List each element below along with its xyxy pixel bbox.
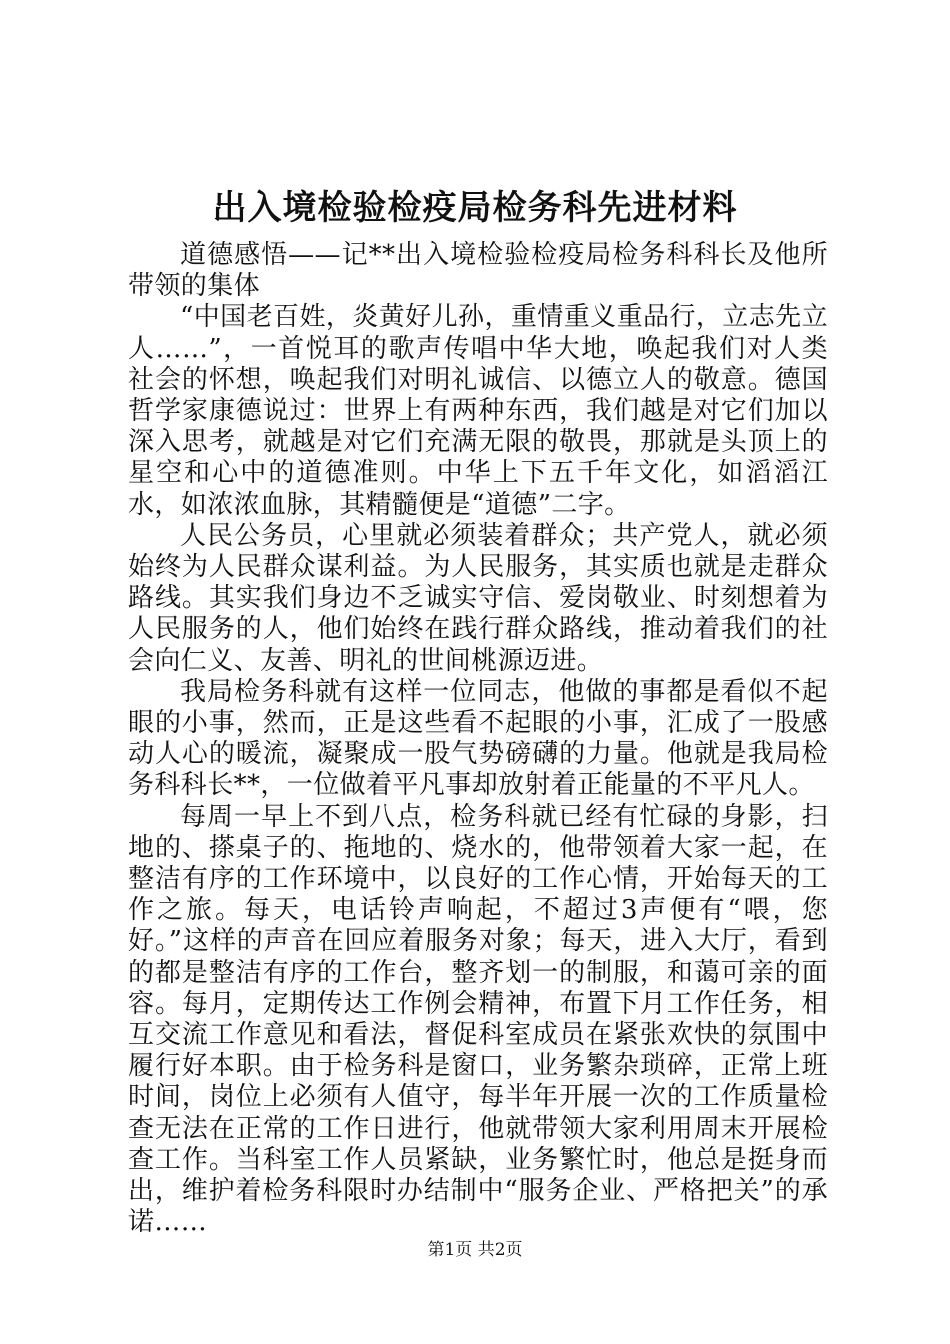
paragraph-subtitle: 道德感悟——记**出入境检验检疫局检务科科长及他所带领的集体	[128, 240, 828, 302]
paragraph: 人民公务员，心里就必须装着群众；共产党人，就必须始终为人民群众谋利益。为人民服务，其实质也就是走群众路线。其实我们身边不乏诚实守信、爱岗敬业、时刻想着为人民服务的人，他们始终在践行群众路线，推动着我们的社会向仁义、友善、明礼的世间桃源迈进。	[128, 520, 828, 676]
paragraph: “中国老百姓，炎黄好儿孙，重情重义重品行，立志先立人……”，一首悦耳的歌声传唱中华大地，唤起我们对人类社会的怀想，唤起我们对明礼诚信、以德立人的敬意。德国哲学家康德说过：世界上有两种东西，我们越是对它们加以深入思考，就越是对它们充满无限的敬畏，那就是头顶上的星空和心中的道德准则。中华上下五千年文化，如滔滔江水，如浓浓血脉，其精髓便是“道德”二字。	[128, 302, 828, 520]
page-number-footer: 第1页 共2页	[427, 1240, 523, 1260]
paragraph: 每周一早上不到八点，检务科就已经有忙碌的身影，扫地的、搽桌子的、拖地的、烧水的，他带领着大家一起，在整洁有序的工作环境中，以良好的工作心情，开始每天的工作之旅。每天，电话铃声响起，不超过3声便有“喂，您好。”这样的声音在回应着服务对象；每天，进入大厅，看到的都是整洁有序的工作台，整齐划一的制服，和蔼可亲的面容。每月，定期传达工作例会精神，布置下月工作任务，相互交流工作意见和看法，督促科室成员在紧张欢快的氛围中履行好本职。由于检务科是窗口，业务繁杂琐碎，正常上班时间，岗位上必须有人值守，每半年开展一次的工作质量检查无法在正常的工作日进行，他就带领大家利用周末开展检查工作。当科室工作人员紧缺，业务繁忙时，他总是挺身而出，维护着检务科限时办结制中“服务企业、严格把关”的承诺……	[128, 801, 828, 1238]
paragraph: 我局检务科就有这样一位同志，他做的事都是看似不起眼的小事，然而，正是这些看不起眼的小事，汇成了一股感动人心的暖流，凝聚成一股气势磅礴的力量。他就是我局检务科科长**，一位做着平凡事却放射着正能量的不平凡人。	[128, 676, 828, 801]
document-title: 出入境检验检疫局检务科先进材料	[212, 188, 738, 228]
document-body	[128, 240, 828, 1239]
